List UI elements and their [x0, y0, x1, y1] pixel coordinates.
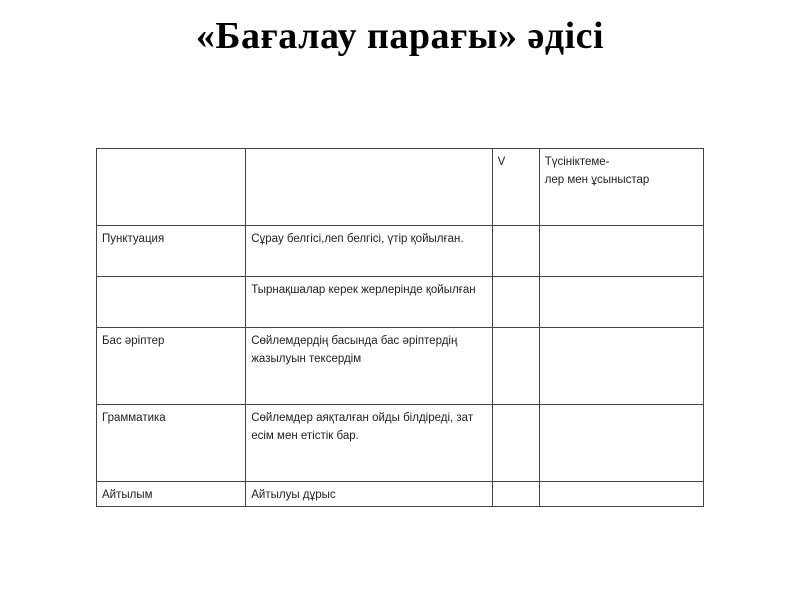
row-criterion-cell: Тырнақшалар керек жерлерінде қойылған: [246, 277, 492, 328]
table-row: [97, 277, 704, 328]
row-comment-cell[interactable]: [539, 482, 703, 507]
row-category-cell: Пунктуация: [97, 226, 246, 277]
row-comment-cell[interactable]: [539, 277, 703, 328]
table-row: [97, 226, 704, 277]
row-criterion-cell: Сөйлемдер аяқталған ойды білдіреді, зат есім мен етістік бар.: [246, 405, 492, 482]
page-title: «Бағалау парағы» әдісі: [195, 15, 605, 57]
row-category-cell: Айтылым: [97, 482, 246, 507]
header-cell-category: [97, 149, 246, 226]
row-category-cell: Грамматика: [97, 405, 246, 482]
table-row: [97, 328, 704, 405]
row-criterion-cell: Айтылуы дұрыс: [246, 482, 492, 507]
row-mark-cell[interactable]: [492, 328, 539, 405]
table-row: [97, 405, 704, 482]
row-category-cell: [97, 277, 246, 328]
row-mark-cell[interactable]: [492, 482, 539, 507]
row-mark-cell[interactable]: [492, 277, 539, 328]
row-comment-cell[interactable]: [539, 405, 703, 482]
header-cell-comments: [539, 149, 703, 226]
header-cell-mark: V: [492, 149, 539, 226]
row-comment-cell[interactable]: [539, 226, 703, 277]
row-mark-cell[interactable]: [492, 226, 539, 277]
header-comments-line2: лер мен ұсыныстар: [544, 174, 650, 186]
row-criterion-cell: Сұрау белгісі,леп белгісі, үтір қойылған.: [246, 226, 492, 277]
table-row: [97, 482, 704, 507]
row-criterion-cell: Сөйлемдердің басында бас әріптердің жазылуын тексердім: [246, 328, 492, 405]
header-cell-criterion: [246, 149, 492, 226]
header-comments-line1: Түсініктеме-: [544, 156, 610, 168]
assessment-table: [96, 148, 704, 507]
row-mark-cell[interactable]: [492, 405, 539, 482]
table-header-row: [97, 149, 704, 226]
row-comment-cell[interactable]: [539, 328, 703, 405]
row-category-cell: Бас әріптер: [97, 328, 246, 405]
